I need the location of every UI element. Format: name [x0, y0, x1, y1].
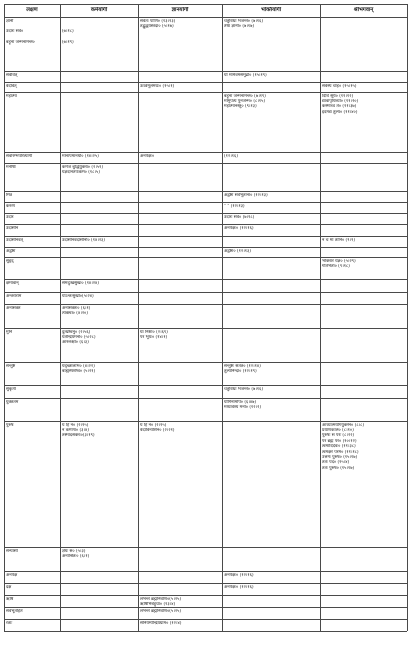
cell-text: आध्यात्मयोगयुक्तेन० (८।८): [322, 422, 365, 428]
cell-text: अनासक्तः० (६।१): [62, 305, 91, 311]
row-label: सुकृती: [6, 386, 16, 392]
cell-text: उदारः सर्व० (७।१८): [224, 214, 255, 220]
row-label: उदारः सर्वं०: [6, 29, 24, 35]
cell-text: तस्मादसक्तः०(३।१९): [62, 433, 95, 439]
cell-text: भोक्तारं यज्ञ० (५।२९): [322, 258, 356, 264]
cell-text: लभन्ते ब्रह्मनिर्वाण०(५।२५): [140, 608, 181, 614]
cell-text: अद्वेष्टा० (१२।१३): [224, 248, 251, 254]
row-rule: [4, 279, 407, 280]
row-rule: [4, 421, 407, 422]
row-label: करुण: [6, 203, 15, 209]
cell-text: न च मां तानि० (९।९): [322, 237, 356, 243]
row-label: अनासक्त: [6, 305, 21, 311]
row-rule: [4, 385, 407, 386]
row-label: अन्तराराम: [6, 293, 22, 299]
cell-text: दुःखेष्वनु० (२।५६): [62, 329, 91, 335]
column-rule: [407, 4, 408, 631]
cell-text: मय्यावेश्य मनो० (१२।२): [224, 404, 262, 410]
column-rule: [138, 4, 139, 631]
row-label: संन्यासी: [6, 548, 18, 554]
row-label: ऋषि: [6, 596, 14, 602]
column-header: लक्षण: [26, 7, 38, 13]
row-label: सर्ववित्: [6, 72, 18, 78]
row-rule: [4, 631, 407, 632]
row-label: दक्ष: [6, 584, 12, 590]
cell-text: कस्माच्च ते० (११।३७): [322, 104, 357, 110]
cell-text: अद्वेष्टा सर्वभूतानां० (१२।१३): [224, 192, 268, 198]
column-header: कर्मयोगी: [90, 7, 108, 13]
cell-text: अनपेक्षः० (१२।१६): [224, 572, 254, 578]
cell-text: " " (१२।१३): [224, 203, 245, 209]
cell-text: संनियम्येन्द्रियग्रामं० (१२।४): [140, 620, 182, 626]
row-rule: [4, 152, 407, 153]
row-label: मुनि: [6, 329, 13, 335]
cell-text: प्रयाणकाले० (८।१०): [322, 427, 354, 433]
column-rule: [60, 4, 61, 631]
cell-text: महात्मानस्तु० (९।१३): [224, 104, 257, 110]
row-rule: [4, 236, 407, 237]
cell-text: न कर्मणा० (३।४): [62, 427, 89, 433]
cell-text: वेदाविनाशिनं० (२।२१): [140, 427, 175, 433]
cell-text: अनपेक्षः० (१२।१६): [224, 584, 254, 590]
row-rule: [4, 71, 407, 72]
cell-text: पुरुषः स परः (८।२२): [322, 433, 355, 439]
column-header: भक्तियोगी: [260, 7, 282, 13]
cell-text: त्वमक्षरं परमं० (११।१८): [322, 449, 359, 455]
row-label: उदार: [6, 214, 14, 220]
row-label: युक्ततम: [6, 399, 19, 405]
row-label: मनीषी: [6, 164, 16, 170]
row-rule: [4, 583, 407, 584]
cell-text: ऋषिभिर्बहुधा० (१३।४): [140, 601, 176, 607]
cell-text: योगिनामपि० (६।४७): [224, 399, 257, 405]
cell-text: तेषां ज्ञानी० (७।१७): [224, 23, 255, 29]
cell-text: यं हि न० (२।१५): [140, 422, 167, 428]
cell-text: मामुपेत्य पुनर्जन्म० (८।१५): [224, 98, 266, 104]
cell-text: अनपेक्षः० (१२।१६): [224, 225, 254, 231]
row-label: ज्ञानी: [6, 18, 14, 24]
column-header: ज्ञानयोगी: [171, 7, 189, 13]
row-rule: [4, 257, 407, 258]
row-rule: [4, 619, 407, 620]
cell-text: (७।१८): [62, 29, 74, 35]
row-rule: [4, 398, 407, 399]
row-rule: [4, 4, 407, 5]
column-header: श्रीभगवान्: [353, 7, 374, 13]
cell-text: (१२।१६): [224, 153, 238, 159]
cell-text: सर्वतः पाणि० (१३।१३): [140, 18, 176, 24]
row-rule: [4, 202, 407, 203]
column-rule: [4, 4, 5, 631]
column-rule: [320, 4, 321, 631]
row-label: पुरुष: [6, 422, 14, 428]
cell-text: सर्वस्य चाहं० (१५।१५): [322, 83, 357, 89]
cell-text: योऽन्तःसुखो०(५।२४): [62, 293, 94, 299]
row-rule: [4, 292, 407, 293]
row-label: रताः: [6, 620, 13, 626]
cell-text: चतुर्विधा भजन्ते० (७।१६): [224, 386, 264, 392]
row-label: वेदवित्: [6, 83, 17, 89]
row-rule: [4, 224, 407, 225]
cell-text: ऊर्ध्वमूलमधः० (१५।१): [140, 83, 175, 89]
cell-text: गतिर्भर्ता० (९।१८): [322, 263, 350, 269]
cell-text: परं भूयः० (१४।१): [140, 334, 168, 340]
row-label: सर्वभूतहिते: [6, 608, 23, 614]
cell-text: यज्ञदानतपःकर्म० (१८।५): [62, 169, 100, 175]
row-label: मित्र: [6, 192, 13, 198]
cell-text: ततः पदं० (१५।४): [322, 460, 350, 466]
row-rule: [4, 82, 407, 83]
cell-text: तद्बुद्धयस्तदा० (५।१७): [140, 23, 174, 29]
cell-text: ज्ञेयः स० (५।३): [62, 548, 86, 554]
cell-text: समदुःखसुखः० (१४।२४): [62, 280, 99, 286]
row-rule: [4, 571, 407, 572]
row-rule: [4, 213, 407, 214]
row-label: बहूनां जन्मनामन्ते०: [6, 40, 35, 46]
cell-text: इदमद्य तुल्य० (११।४०): [322, 109, 358, 115]
cell-text: परं ब्रह्म परं० (१०।१२): [322, 438, 357, 444]
cell-text: लभन्ते ब्रह्मनिर्वाण०(५।२५): [140, 596, 181, 602]
cell-text: बहूनां जन्मनामन्ते० (७।१९): [224, 93, 266, 99]
cell-text: (७।१९): [62, 40, 74, 46]
row-rule: [4, 595, 407, 596]
row-label: अनपेक्ष: [6, 572, 18, 578]
cell-text: कर्मजं बुद्धियुक्ता० (२।५१): [62, 164, 104, 170]
cell-text: बाह्यस्पर्शेष्व० (५।२१): [62, 368, 96, 374]
column-rule: [222, 4, 223, 631]
row-rule: [4, 547, 407, 548]
row-rule: [4, 304, 407, 305]
row-label: सन्तुष्ट: [6, 363, 16, 369]
cell-text: त्यक्त्वा० (४।२०): [62, 310, 88, 316]
row-rule: [4, 247, 407, 248]
cell-text: त्वमादिदेवः० (११।३८): [322, 444, 356, 450]
row-rule: [4, 191, 407, 192]
cell-text: यतेन्द्रियमनो० (५।२८): [62, 334, 96, 340]
cell-text: अनाश्रितः० (६।१): [62, 553, 90, 559]
row-rule: [4, 92, 407, 93]
cell-text: तुल्यनिन्दा० (१२।१९): [224, 368, 257, 374]
cell-text: यदृच्छालाभ० (४।२२): [62, 363, 95, 369]
row-rule: [4, 163, 407, 164]
row-rule: [4, 328, 407, 329]
cell-text: उत्तमः पुरुष० (१५।१७): [322, 454, 358, 460]
row-rule: [4, 362, 407, 363]
cell-text: या निशा० (२।६९): [140, 329, 168, 335]
cell-text: अनपेक्षः०: [140, 153, 155, 159]
cell-text: चतुर्विधा भजन्ते० (७।१६): [224, 18, 264, 24]
row-label: अद्वेष्टा: [6, 248, 16, 254]
cell-text: यो मामेवमसंमूढो० (१५।१९): [224, 72, 267, 78]
cell-text: ततः पुरुष० (१५।१७): [322, 465, 355, 471]
cell-text: दिवि सूर्य० (११।१२): [322, 93, 354, 99]
row-label: उदासीनवत्: [6, 237, 23, 243]
row-label: सुहृद्: [6, 258, 14, 264]
row-label: क्षमावान्: [6, 280, 19, 286]
row-label: सर्वारम्भपरित्यागी: [6, 153, 33, 159]
cell-text: उदासीनवदासीनो० (१४।२३): [62, 237, 105, 243]
cell-text: सन्तुष्टः सततं० (१२।१४): [224, 363, 261, 369]
row-label: उदासीन: [6, 225, 19, 231]
cell-text: यं हि न० (२।१५): [62, 422, 89, 428]
cell-text: आरुरुक्षो० (६।३): [62, 340, 89, 346]
row-label: महात्मा: [6, 93, 17, 99]
cell-text: द्यावापृथिव्यो० (११।२०): [322, 98, 359, 104]
cell-text: मानापमानयो० (१४।२५): [62, 153, 99, 159]
